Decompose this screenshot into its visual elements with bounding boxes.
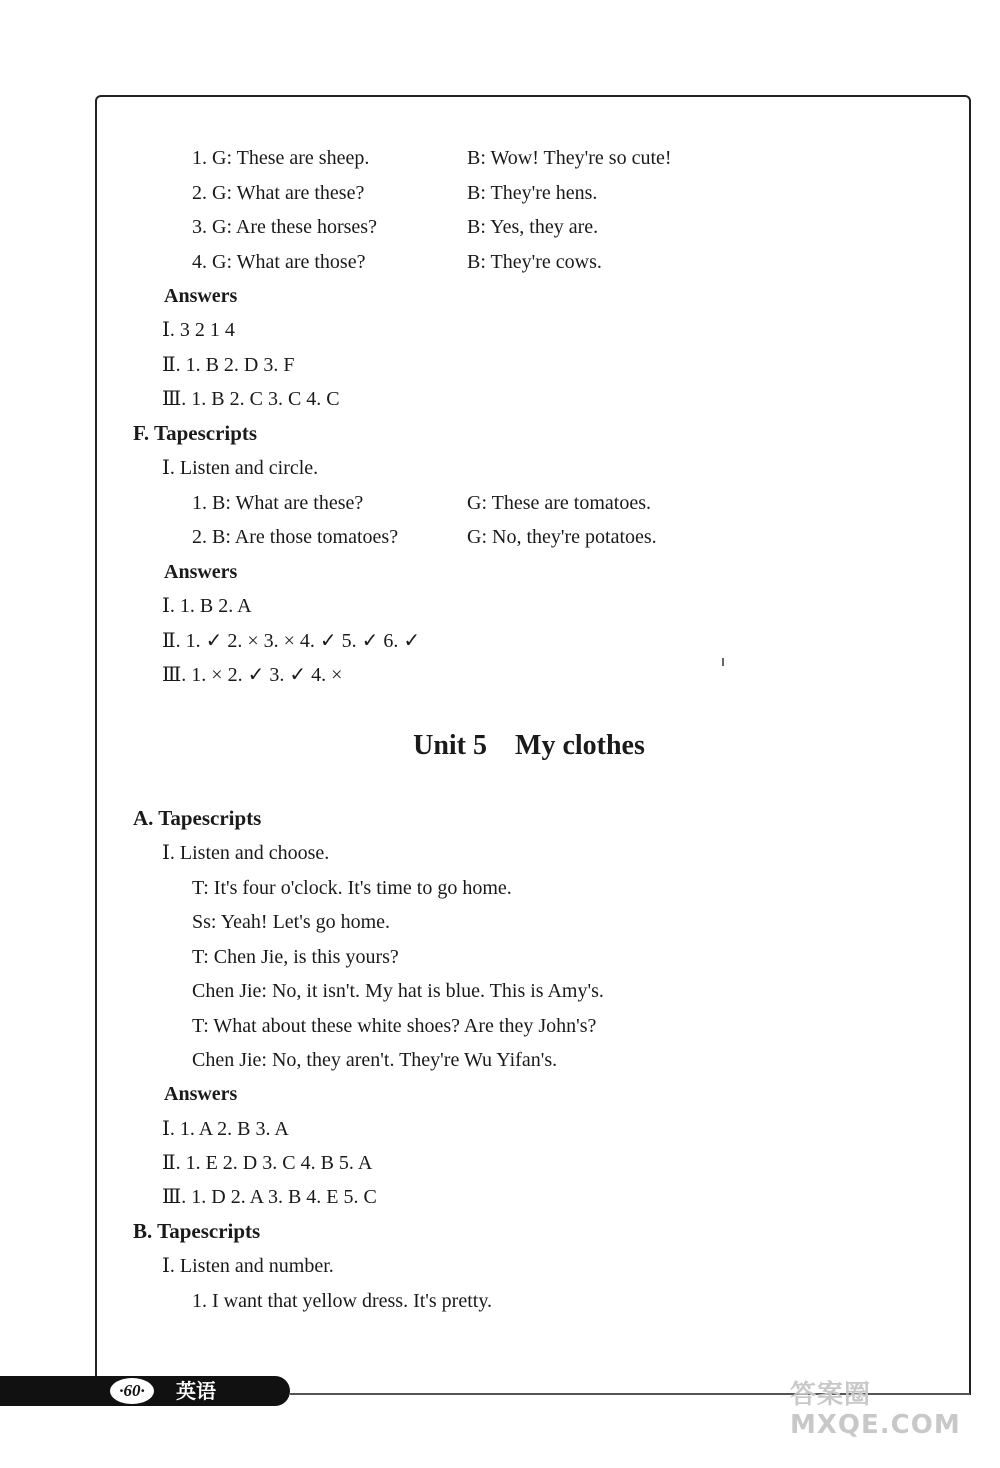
watermark-bottom: MXQE.COM	[790, 1410, 961, 1440]
answer-line: Ⅰ. 1. A 2. B 3. A	[162, 1118, 289, 1140]
dialogue-line: 3. G: Are these horses?	[192, 216, 377, 238]
watermark-logo	[790, 1380, 961, 1440]
section-heading: F. Tapescripts	[133, 421, 258, 445]
answers-heading: Answers	[164, 1083, 238, 1105]
dialogue-line: G: These are tomatoes.	[467, 492, 652, 514]
dialogue-line: T: Chen Jie, is this yours?	[192, 946, 399, 968]
answer-line: Ⅱ. 1. B 2. D 3. F	[162, 354, 295, 376]
answer-line: Ⅱ. 1. E 2. D 3. C 4. B 5. A	[162, 1152, 373, 1174]
stray-mark	[722, 658, 724, 666]
dialogue-line: 2. B: Are those tomatoes?	[192, 526, 399, 548]
dialogue-line: 4. G: What are those?	[192, 251, 366, 273]
footer-subject: 英语	[176, 1379, 216, 1403]
answers-heading: Answers	[164, 561, 238, 583]
task-label: Ⅰ. Listen and choose.	[162, 842, 330, 864]
dialogue-line: G: No, they're potatoes.	[467, 526, 657, 548]
watermark-top: 答案圈	[790, 1380, 872, 1410]
answer-line: Ⅲ. 1. D 2. A 3. B 4. E 5. C	[162, 1186, 377, 1208]
task-label: Ⅰ. Listen and circle.	[162, 457, 319, 479]
dialogue-line: 1. G: These are sheep.	[192, 147, 370, 169]
page-number: ·60·	[110, 1378, 154, 1404]
answer-line: Ⅲ. 1. B 2. C 3. C 4. C	[162, 388, 340, 410]
dialogue-line: T: What about these white shoes? Are they John's?	[192, 1015, 597, 1037]
dialogue-line: B: Yes, they are.	[467, 216, 599, 238]
answer-line: Ⅲ. 1. × 2. ✓ 3. ✓ 4. ×	[162, 664, 343, 686]
unit-number: Unit 5	[413, 730, 488, 761]
dialogue-line: B: Wow! They're so cute!	[467, 147, 672, 169]
dialogue-line: 1. I want that yellow dress. It's pretty.	[192, 1290, 493, 1312]
dialogue-line: Chen Jie: No, it isn't. My hat is blue. This is Amy's.	[192, 980, 604, 1002]
dialogue-line: 1. B: What are these?	[192, 492, 364, 514]
answers-heading: Answers	[164, 285, 238, 307]
section-heading: A. Tapescripts	[133, 806, 262, 830]
section-heading: B. Tapescripts	[133, 1219, 261, 1243]
dialogue-line: Ss: Yeah! Let's go home.	[192, 911, 391, 933]
answer-line: Ⅰ. 1. B 2. A	[162, 595, 252, 617]
dialogue-line: Chen Jie: No, they aren't. They're Wu Yifan's.	[192, 1049, 558, 1071]
unit-name: My clothes	[515, 730, 645, 761]
answer-line: Ⅰ. 3 2 1 4	[162, 319, 235, 341]
answer-line: Ⅱ. 1. ✓ 2. × 3. × 4. ✓ 5. ✓ 6. ✓	[162, 630, 421, 652]
dialogue-line: B: They're cows.	[467, 251, 602, 273]
task-label: Ⅰ. Listen and number.	[162, 1255, 334, 1277]
dialogue-line: T: It's four o'clock. It's time to go home.	[192, 877, 512, 899]
dialogue-line: B: They're hens.	[467, 182, 598, 204]
dialogue-line: 2. G: What are these?	[192, 182, 365, 204]
unit-title	[0, 730, 1000, 762]
